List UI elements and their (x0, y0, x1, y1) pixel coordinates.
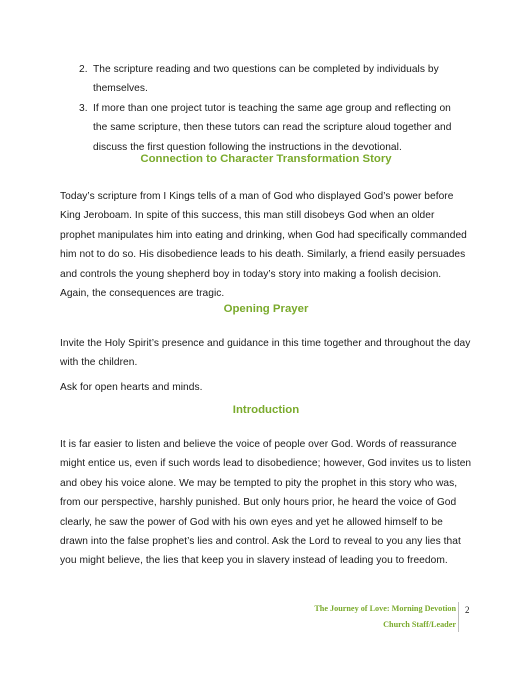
section-heading-prayer: Opening Prayer (223, 303, 309, 315)
list-item-number: 2. (79, 64, 88, 75)
prayer-paragraph: Invite the Holy Spirit’s presence and guidance in this time together and throughout the day with the children. (60, 338, 471, 369)
section-heading-connection: Connection to Character Transformation Story (140, 153, 392, 165)
list-item-number: 3. (79, 102, 88, 114)
page-number: 2 (465, 605, 470, 615)
introduction-paragraph: It is far easier to listen and believe the voice of people over God. Words of reassurance might entice us, even if such words lead to disobedience; however, God invites us to listen and obey his voice alone. We may be tempted to pity the prophet in this story who was, from our perspective, harshly punished. But only hours prior, he heard the voice of God clearly, he saw the power of God with his own eyes and yet he allowed himself to be drawn into the false prophet’s lies and control. Ask the Lord to reveal to you any lies that you might believe, the lies that keep you in slavery instead of leading you to freedom. (60, 439, 472, 567)
list-item-text: If more than one project tutor is teaching the same age group and reflecting on the same scripture, then these tutors can read the scripture aloud together and discuss the first question following the instructions in the devotional. (93, 102, 452, 153)
footer-divider (458, 602, 459, 632)
list-item-text: The scripture reading and two questions can be completed by individuals by themselves. (93, 64, 439, 95)
list-item (60, 99, 460, 157)
instruction-list (60, 60, 460, 157)
connection-paragraph: Today’s scripture from I Kings tells of a man of God who displayed God’s power before King Jeroboam. In spite of this success, this man still disobeys God when an older prophet manipulates him into eating and drinking, when God had specifically commanded him not to do so. His disobedience leads to his death. Similarly, a friend easily persuades and controls the young shepherd boy in today’s story into making a foolish decision. Again, the consequences are tragic. (60, 191, 467, 300)
footer-subtitle: Church Staff/Leader (383, 620, 456, 629)
prayer-paragraph-short: Ask for open hearts and minds. (60, 382, 203, 393)
footer-title: The Journey of Love: Morning Devotion (314, 604, 456, 613)
list-item (60, 60, 460, 99)
section-heading-introduction: Introduction (232, 404, 300, 416)
